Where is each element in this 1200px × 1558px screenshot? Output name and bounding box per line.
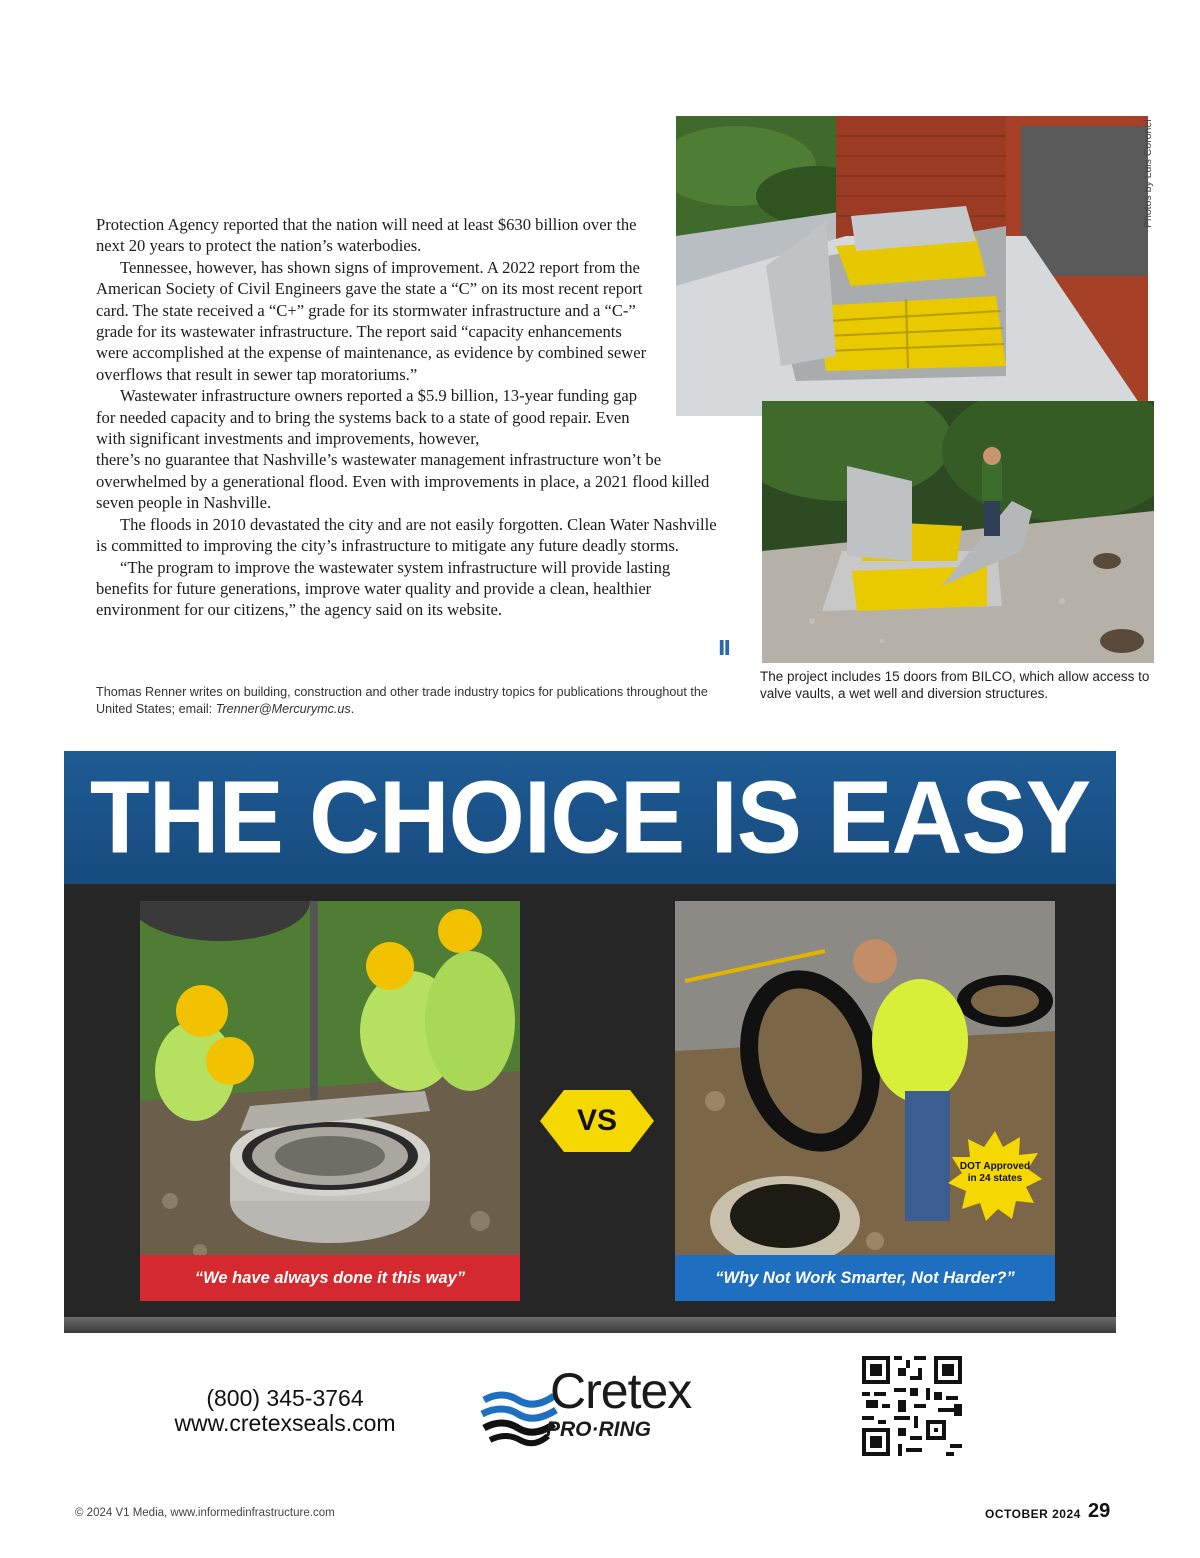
article-paragraph: there’s no guarantee that Nashville’s wastewater management infrastructure won’t be overwhelmed by a generational flood. Even with improvements in place, a 2021 flood killed seven people in Nashville. [96, 450, 710, 513]
ad-banner [64, 751, 1116, 884]
ad-website[interactable]: www.cretexseals.com [174, 1410, 396, 1436]
copyright: © 2024 V1 Media, www.informedinfrastructure.com [75, 1507, 335, 1519]
photo-worker-hatch [762, 401, 1154, 663]
vs-badge [540, 1090, 654, 1152]
bio-text: Thomas Renner writes on building, construction and other trade industry topics for publications throughout the United States; email: [96, 685, 708, 716]
bio-end: . [350, 702, 355, 716]
ad-photo-traditional-install [140, 901, 520, 1271]
ad-label-right: “Why Not Work Smarter, Not Harder?” [675, 1255, 1055, 1301]
end-of-article-mark: II [718, 636, 729, 660]
author-email[interactable]: Trenner@Mercurymc.us [215, 702, 351, 716]
photo-roof-hatches [676, 116, 1154, 416]
article-paragraph: The floods in 2010 devastated the city and are not easily forgotten. Clean Water Nashville is committed to improving the city’s infrastructure to mitigate any future deadly storms. [96, 514, 717, 556]
photo-credit: Photos by Luis Coronel [1142, 119, 1154, 228]
dot-approved-badge [948, 1131, 1042, 1221]
cretex-logo [478, 1363, 718, 1468]
vs-text: VS [576, 1104, 618, 1137]
article-paragraph: Wastewater infrastructure owners reported a $5.9 billion, 13-year funding gap for needed capacity and to bring the systems back to a state of good repair. Even with significant investments and improvements, however, [96, 386, 638, 449]
author-bio [96, 684, 736, 718]
ad-headline: THE CHOICE IS EASY [89, 759, 1091, 875]
article-paragraph: “The program to improve the wastewater system infrastructure will provide lasting benefits for future generations, improve water quality and provide a clean, healthier environment for our citizens,” the agency said on its website. [96, 557, 671, 620]
brand-name: Cretex [550, 1363, 692, 1419]
product-name: PRO·RING [546, 1418, 651, 1441]
ad-label-left: “We have always done it this way” [140, 1255, 520, 1301]
page-number: 29 [1088, 1500, 1111, 1522]
article-paragraph: Tennessee, however, has shown signs of improvement. A 2022 report from the American Society of Civil Engineers gave the state a “C” on its most recent report card. The state received a “C+” grade for its stormwater infrastructure and a “C-” grade for its wastewater infrastructure. The report said “capacity enhancements were accomplished at the expense of maintenance, as evidence by combined sewer overflows that result in sewer tap moratoriums.” [96, 257, 647, 384]
qr-code[interactable] [862, 1356, 962, 1456]
issue-date: OCTOBER 2024 [985, 1507, 1081, 1521]
article-body [96, 214, 726, 621]
cretex-advertisement[interactable] [64, 751, 1116, 1333]
ad-contact [150, 1386, 420, 1436]
ad-bottom-bar [64, 1317, 1116, 1333]
ad-phone[interactable]: (800) 345-3764 [206, 1385, 364, 1411]
photo-caption: The project includes 15 doors from BILCO, which allow access to valve vaults, a wet well and diversion structures. [760, 669, 1150, 701]
dot-approved-text: DOT Approved in 24 states [959, 1161, 1031, 1184]
article-paragraph: Protection Agency reported that the nation will need at least $630 billion over the next 20 years to protect the nation’s waterbodies. [96, 215, 637, 256]
